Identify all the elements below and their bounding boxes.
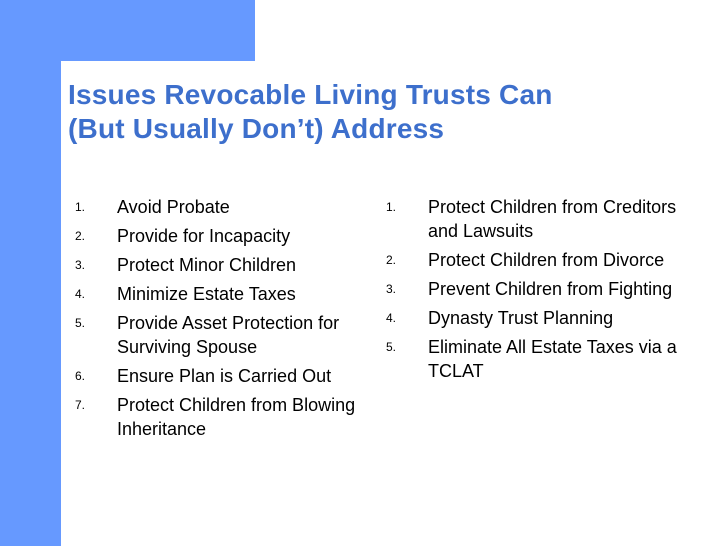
right-numbered-list [386, 195, 686, 388]
list-item [386, 195, 686, 243]
list-item [386, 277, 686, 301]
title-line-2: (But Usually Don’t) Address [68, 113, 445, 144]
item-text: Protect Children from Blowing Inheritance [117, 395, 356, 439]
item-text: Protect Minor Children [117, 255, 297, 275]
item-number: 6. [75, 369, 86, 383]
item-text: Prevent Children from Fighting [428, 279, 673, 299]
list-item [75, 311, 365, 359]
list-item [75, 195, 365, 219]
item-text: Avoid Probate [117, 197, 230, 217]
item-number: 3. [75, 258, 86, 272]
list-item [75, 282, 365, 306]
item-number: 2. [386, 253, 397, 267]
accent-bar-left [0, 0, 61, 546]
list-item [75, 224, 365, 248]
item-number: 7. [75, 398, 86, 412]
item-text: Provide for Incapacity [117, 226, 291, 246]
left-numbered-list [75, 195, 365, 446]
accent-bar-top [61, 0, 255, 61]
list-item [75, 393, 365, 441]
item-number: 4. [75, 287, 86, 301]
list-item [386, 335, 686, 383]
item-number: 5. [386, 340, 397, 354]
item-text: Dynasty Trust Planning [428, 308, 614, 328]
list-item [386, 248, 686, 272]
list-item [75, 364, 365, 388]
item-text: Protect Children from Divorce [428, 250, 665, 270]
list-item [75, 253, 365, 277]
item-text: Eliminate All Estate Taxes via a TCLAT [428, 337, 677, 381]
item-number: 2. [75, 229, 86, 243]
item-text: Minimize Estate Taxes [117, 284, 296, 304]
item-number: 5. [75, 316, 86, 330]
item-number: 1. [386, 200, 397, 214]
item-text: Ensure Plan is Carried Out [117, 366, 332, 386]
list-item [386, 306, 686, 330]
item-number: 3. [386, 282, 397, 296]
item-number: 1. [75, 200, 86, 214]
title-line-1: Issues Revocable Living Trusts Can [68, 79, 553, 110]
item-number: 4. [386, 311, 397, 325]
item-text: Protect Children from Creditors and Lawsuits [428, 197, 677, 241]
slide-title [68, 78, 708, 146]
item-text: Provide Asset Protection for Surviving Spouse [117, 313, 340, 357]
